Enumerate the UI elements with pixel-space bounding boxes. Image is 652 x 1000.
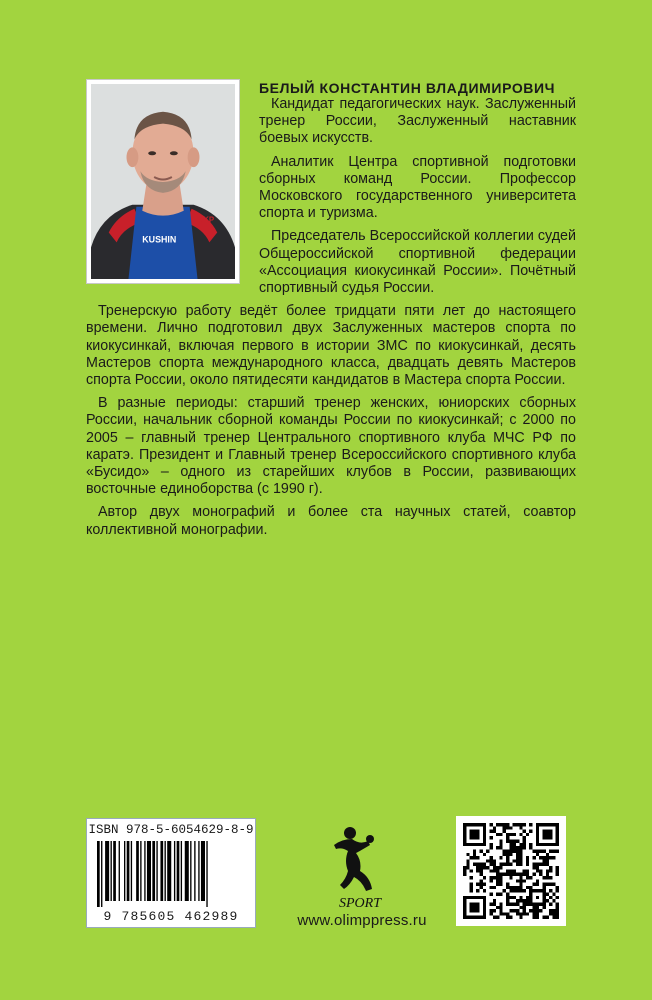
shirt-print-text: KUSHIN	[142, 234, 177, 245]
bio-paragraph: Тренерскую работу ведёт более тридцати пяти лет до настоящего времени. Лично подготовил двух Заслуженных мастеров спорта по киокусинкай, включая первого в истории ЗМС по киокусинкай, десять Мастеров спорта международного класса, двадцать девять Мастеров спорта России, около пятидесяти кандидатов в Мастера спорта России.	[86, 303, 576, 389]
isbn-barcode-box	[86, 818, 256, 928]
photo-float-spacer	[86, 96, 259, 292]
discus-thrower-icon	[326, 825, 394, 911]
bio-paragraph: Автор двух монографий и более ста научных статей, соавтор коллективной монографии.	[86, 504, 576, 538]
logo-text: SPORT	[339, 896, 381, 911]
sport-logo	[326, 825, 394, 911]
bio-paragraph: Кандидат педагогических наук. Заслуженный тренер России, Заслуженный наставник боевых искусств.	[259, 96, 576, 147]
isbn-label: ISBN 978-5-6054629-8-9	[88, 823, 254, 837]
qr-code-box	[456, 816, 566, 926]
publisher-website: www.olimppress.ru	[297, 912, 427, 929]
bio-paragraph: В разные периоды: старший тренер женских, юниорских сборных России, начальник сборной команды России по киокусинкай; с 2000 по 2005 – главный тренер Центрального спортивного клуба МЧС РФ по каратэ. Президент и Главный тренер Всероссийского спортивного клуба «Бусидо» – одного из старейших клубов в России, развивающих восточные единоборства (с 1990 г).	[86, 395, 576, 498]
bio-paragraph: Председатель Всероссийской коллегии судей Общероссийской спортивной федерации «Ассоциация киокусинкай России». Почётный спортивный судья России.	[259, 228, 576, 297]
author-name: БЕЛЫЙ КОНСТАНТИН ВЛАДИМИРОВИЧ	[259, 80, 556, 96]
bio-paragraph: Аналитик Центра спортивной подготовки сборных команд России. Профессор Московского государственного университета спорта и туризма.	[259, 153, 576, 222]
author-bio	[86, 96, 576, 545]
barcode-number: 9 785605 462989	[103, 909, 239, 924]
barcode-icon	[95, 841, 249, 907]
jacket-print-text: AKP	[197, 215, 215, 225]
qr-code-icon	[463, 823, 559, 919]
